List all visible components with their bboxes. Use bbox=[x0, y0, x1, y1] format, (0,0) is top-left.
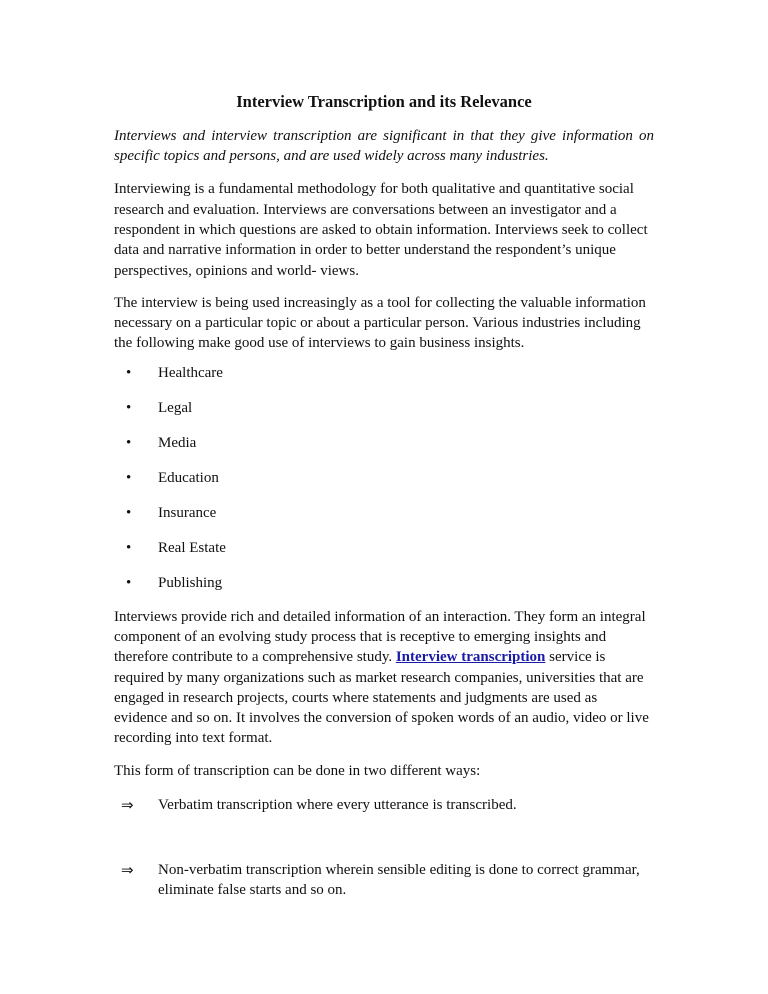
list-item: Verbatim transcription where every utterance is transcribed. bbox=[158, 797, 517, 813]
para1-line: perspectives, opinions and world- views. bbox=[114, 263, 359, 279]
para3-line: component of an evolving study process that is receptive to emerging insights and bbox=[114, 629, 607, 645]
para1-line: research and evaluation. Interviews are conversations between an investigator and a bbox=[114, 202, 617, 218]
para3-line bbox=[114, 648, 605, 666]
para3-line: engaged in research projects, courts where statements and judgments are used as bbox=[114, 690, 598, 706]
list-item: Media bbox=[158, 435, 197, 451]
arrow-right-icon: ⇒ bbox=[121, 861, 134, 879]
list-item: Real Estate bbox=[158, 540, 226, 556]
page-title: Interview Transcription and its Relevance bbox=[236, 92, 532, 111]
para3-line: evidence and so on. It involves the conversion of spoken words of an audio, video or live bbox=[114, 710, 649, 726]
list-item: Healthcare bbox=[158, 365, 223, 381]
list-item: Publishing bbox=[158, 575, 223, 591]
list-item: Insurance bbox=[158, 505, 217, 521]
list-item: Education bbox=[158, 470, 219, 486]
list-item-continuation: eliminate false starts and so on. bbox=[158, 882, 347, 898]
para1-line: Interviewing is a fundamental methodology for both qualitative and quantitative social bbox=[114, 181, 634, 197]
bullet-icon: • bbox=[126, 505, 132, 521]
bullet-icon: • bbox=[126, 540, 132, 556]
bullet-icon: • bbox=[126, 400, 132, 416]
bullet-icon: • bbox=[126, 575, 132, 591]
para2-line: necessary on a particular topic or about a particular person. Various industries including bbox=[114, 315, 641, 331]
para3-line: Interviews provide rich and detailed information of an interaction. They form an integral bbox=[114, 609, 646, 625]
para4-line: This form of transcription can be done in two different ways: bbox=[114, 763, 481, 779]
bullet-icon: • bbox=[126, 365, 132, 381]
para3-line: recording into text format. bbox=[114, 730, 273, 746]
para3-line: required by many organizations such as market research companies, universities that are bbox=[114, 670, 644, 686]
bullet-icon: • bbox=[126, 470, 132, 486]
intro-line: specific topics and persons, and are used widely across many industries. bbox=[114, 148, 549, 164]
para3-text: therefore contribute to a comprehensive study. bbox=[114, 649, 396, 665]
para1-line: data and narrative information in order to better understand the respondent’s unique bbox=[114, 242, 616, 258]
arrow-right-icon: ⇒ bbox=[121, 796, 134, 814]
para1-line: respondent in which questions are asked to obtain information. Interviews seek to collect bbox=[114, 222, 648, 238]
intro-line: Interviews and interview transcription are significant in that they give information on bbox=[114, 128, 654, 144]
para2-line: the following make good use of interviews to gain business insights. bbox=[114, 335, 525, 351]
para3-text: service is bbox=[545, 649, 606, 665]
bullet-icon: • bbox=[126, 435, 132, 451]
para2-line: The interview is being used increasingly as a tool for collecting the valuable information bbox=[114, 295, 646, 311]
list-item: Legal bbox=[158, 400, 193, 416]
interview-transcription-link[interactable]: Interview transcription bbox=[395, 649, 546, 665]
list-item: Non-verbatim transcription wherein sensible editing is done to correct grammar, bbox=[158, 862, 640, 878]
